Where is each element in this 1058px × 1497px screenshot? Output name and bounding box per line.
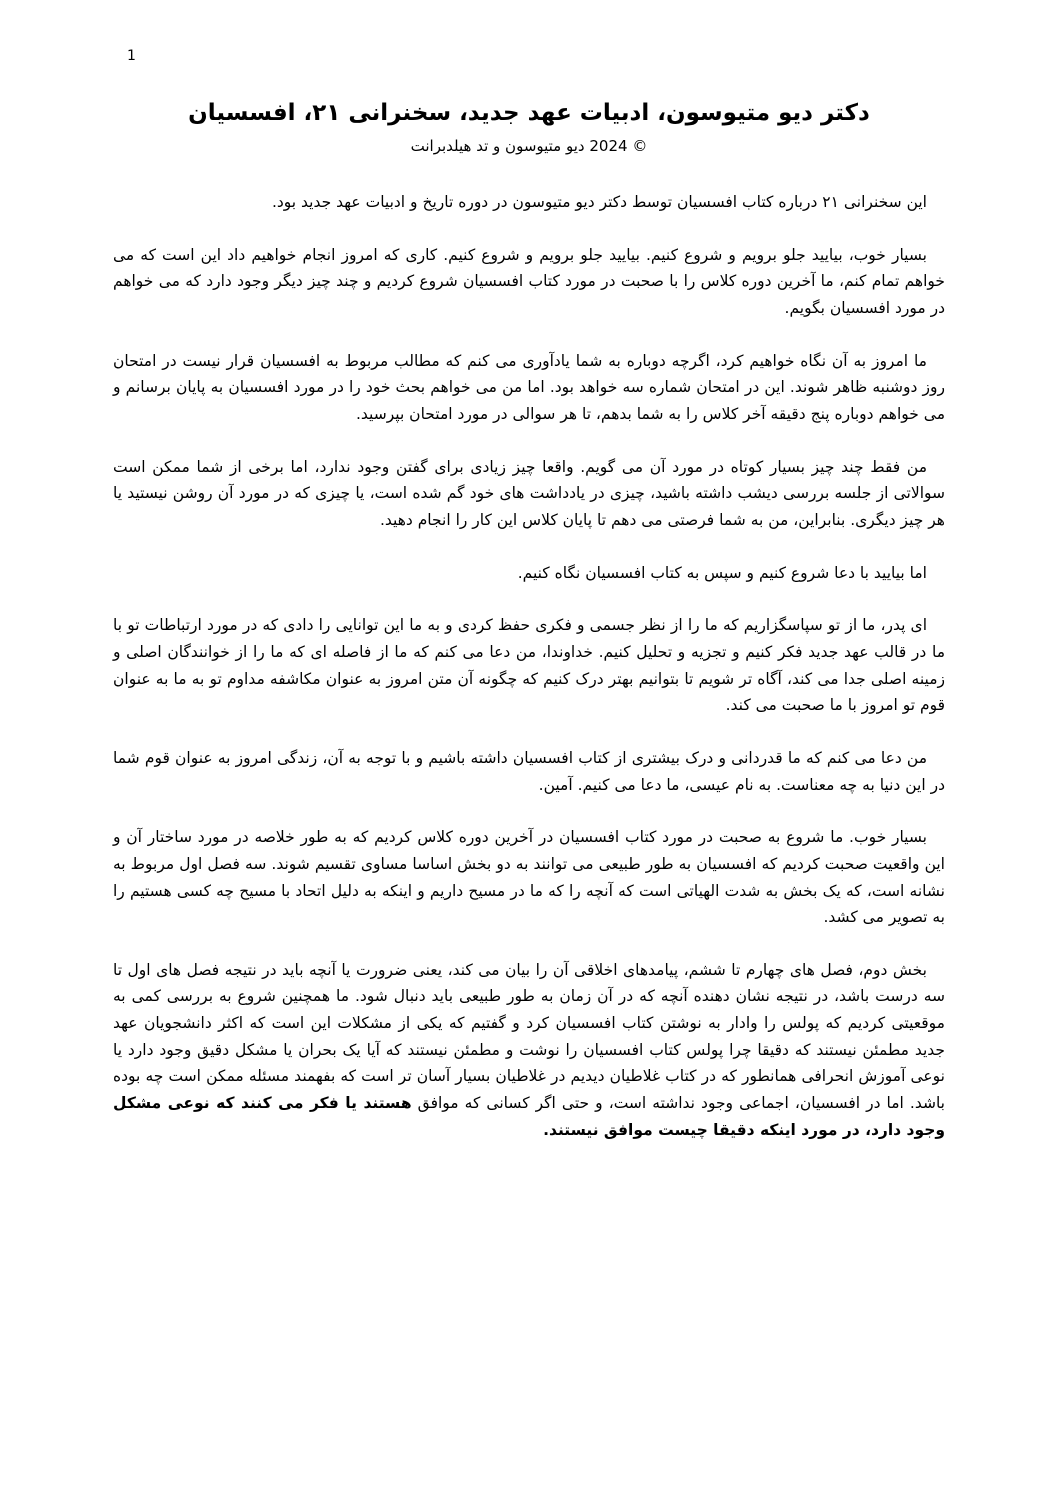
page-number: 1 [127,48,136,64]
paragraph-text: ما امروز به آن نگاه خواهیم کرد، اگرچه دوباره به شما یادآوری می کنم که مطالب مربوط به افسسیان قرار نیست در امتحان روز دوشنبه ظاهر شوند. این در امتحان شماره سه خواهد بود. اما من می خواهم بحث خود را در مورد افسسیان به پایان برسانم و می خواهم دوباره پنج دقیقه آخر کلاس را به شما بدهم، تا هر سوالی در مورد امتحان بپرسید. [113,351,945,423]
paragraph-2 [113,242,945,322]
document-content [113,98,945,1143]
paragraph-bold-text: هستند یا فکر می کنند که نوعی مشکل وجود دارد، در مورد اینکه دقیقا چیست موافق نیستند. [113,1094,945,1139]
paragraph-4 [113,454,945,534]
paragraph-text: اما بیایید با دعا شروع کنیم و سپس به کتاب افسسیان نگاه کنیم. [517,563,927,582]
paragraph-text: من دعا می کنم که ما قدردانی و درک بیشتری از کتاب افسسیان داشته باشیم و با توجه به آن، زندگی امروز به عنوان قوم شما در این دنیا به چه معناست. به نام عیسی، ما دعا می کنیم. آمین. [113,748,945,794]
paragraph-text: این سخنرانی ۲۱ درباره کتاب افسسیان توسط دکتر دیو متیوسون در دوره تاریخ و ادبیات عهد جدید بود. [271,193,927,212]
paragraph-1 [113,189,945,216]
paragraph-8 [113,824,945,931]
document-body [113,189,945,1143]
paragraph-text: بسیار خوب، بیایید جلو برویم و شروع کنیم. بیایید جلو برویم و شروع کنیم. کاری که امروز انجام خواهیم داد این است که می خواهم تمام کنم، ما آخرین دوره کلاس را با صحبت در مورد کتاب افسسیان شروع کردیم و چند چیز دیگر وجود دارد که می خواهم در مورد افسسیان بگویم. [113,245,945,318]
paragraph-text: ای پدر، ما از تو سپاسگزاریم که ما را از نظر جسمی و فکری حفظ کردی و به ما این توانایی را دادی که در مورد ارتباطات تو با ما در قالب عهد جدید فکر کنیم و تجزیه و تحلیل کنیم. خداوندا، من دعا می کنم که ما از فاصله ای که ما را از خوانندگان اصلی و زمینه اصلی جدا می کند، آگاه تر شویم تا بتوانیم بهتر درک کنیم که چگونه آن متن امروز به عنوان مکاشفه مداوم تو به ما به عنوان قوم تو امروز با ما صحبت می کند. [113,616,945,715]
paragraph-text: بسیار خوب. ما شروع به صحبت در مورد کتاب افسسیان در آخرین دوره کلاس کردیم که به طور خلاصه در مورد ساختار آن و این واقعیت صحبت کردیم که افسسیان به طور طبیعی می توانند به دو بخش اساسا مساوی تقسیم شوند. سه فصل اول مربوط به نشانه است، که یک بخش به شدت الهیاتی است که آنچه را که ما در مسیح داریم و اینکه به دلیل اتحاد با مسیح چه کسی هستیم را به تصویر می کشد. [113,828,945,927]
paragraph-3 [113,348,945,428]
paragraph-text: من فقط چند چیز بسیار کوتاه در مورد آن می گویم. واقعا چیز زیادی برای گفتن وجود ندارد، اما برخی از شما ممکن است سوالاتی از جلسه بررسی دیشب داشته باشید، چیزی در یادداشت های خود گم شده است، یا چیزی که در مورد آن روشن نیستید یا هر چیز دیگری. بنابراین، من به شما فرصتی می دهم تا پایان کلاس این کار را انجام دهید. [113,457,945,529]
paragraph-6 [113,612,945,719]
paragraph-9 [113,957,945,1144]
paragraph-5 [113,560,945,587]
paragraph-text: بخش دوم، فصل های چهارم تا ششم، پیامدهای اخلاقی آن را بیان می کند، یعنی ضرورت یا آنچه باید در نتیجه فصل های اول تا سه درست باشد، در نتیجه نشان دهنده آنچه که در آن زمان به طور طبیعی باید دنبال شود. ما همچنین شروع به بررسی کمی به موقعیتی کردیم که پولس را وادار به نوشتن کتاب افسسیان کرد و گفتیم که یکی از مشکلات این است که اکثر دانشجویان عهد جدید مطمئن نیستند که دقیقا چرا پولس کتاب افسسیان را نوشت و مطمئن نیستند که آیا یک بحران یا مشکل دقیق وجود دارد یا نوعی آموزش انحرافی همانطور که در کتاب غلاطیان دیدیم در غلاطیان بسیار آسان تر است که بفهمند مسئله ممکن است چه بوده باشد. اما در افسسیان، اجماعی وجود نداشته است، و حتی اگر کسانی که موافق [113,960,946,1113]
copyright-line: © 2024 دیو متیوسون و تد هیلدبرانت [410,137,648,156]
document-title: دکتر دیو متیوسون، ادبیات عهد جدید، سخنرانی ۲۱، افسسیان [188,100,870,126]
paragraph-7 [113,745,945,798]
